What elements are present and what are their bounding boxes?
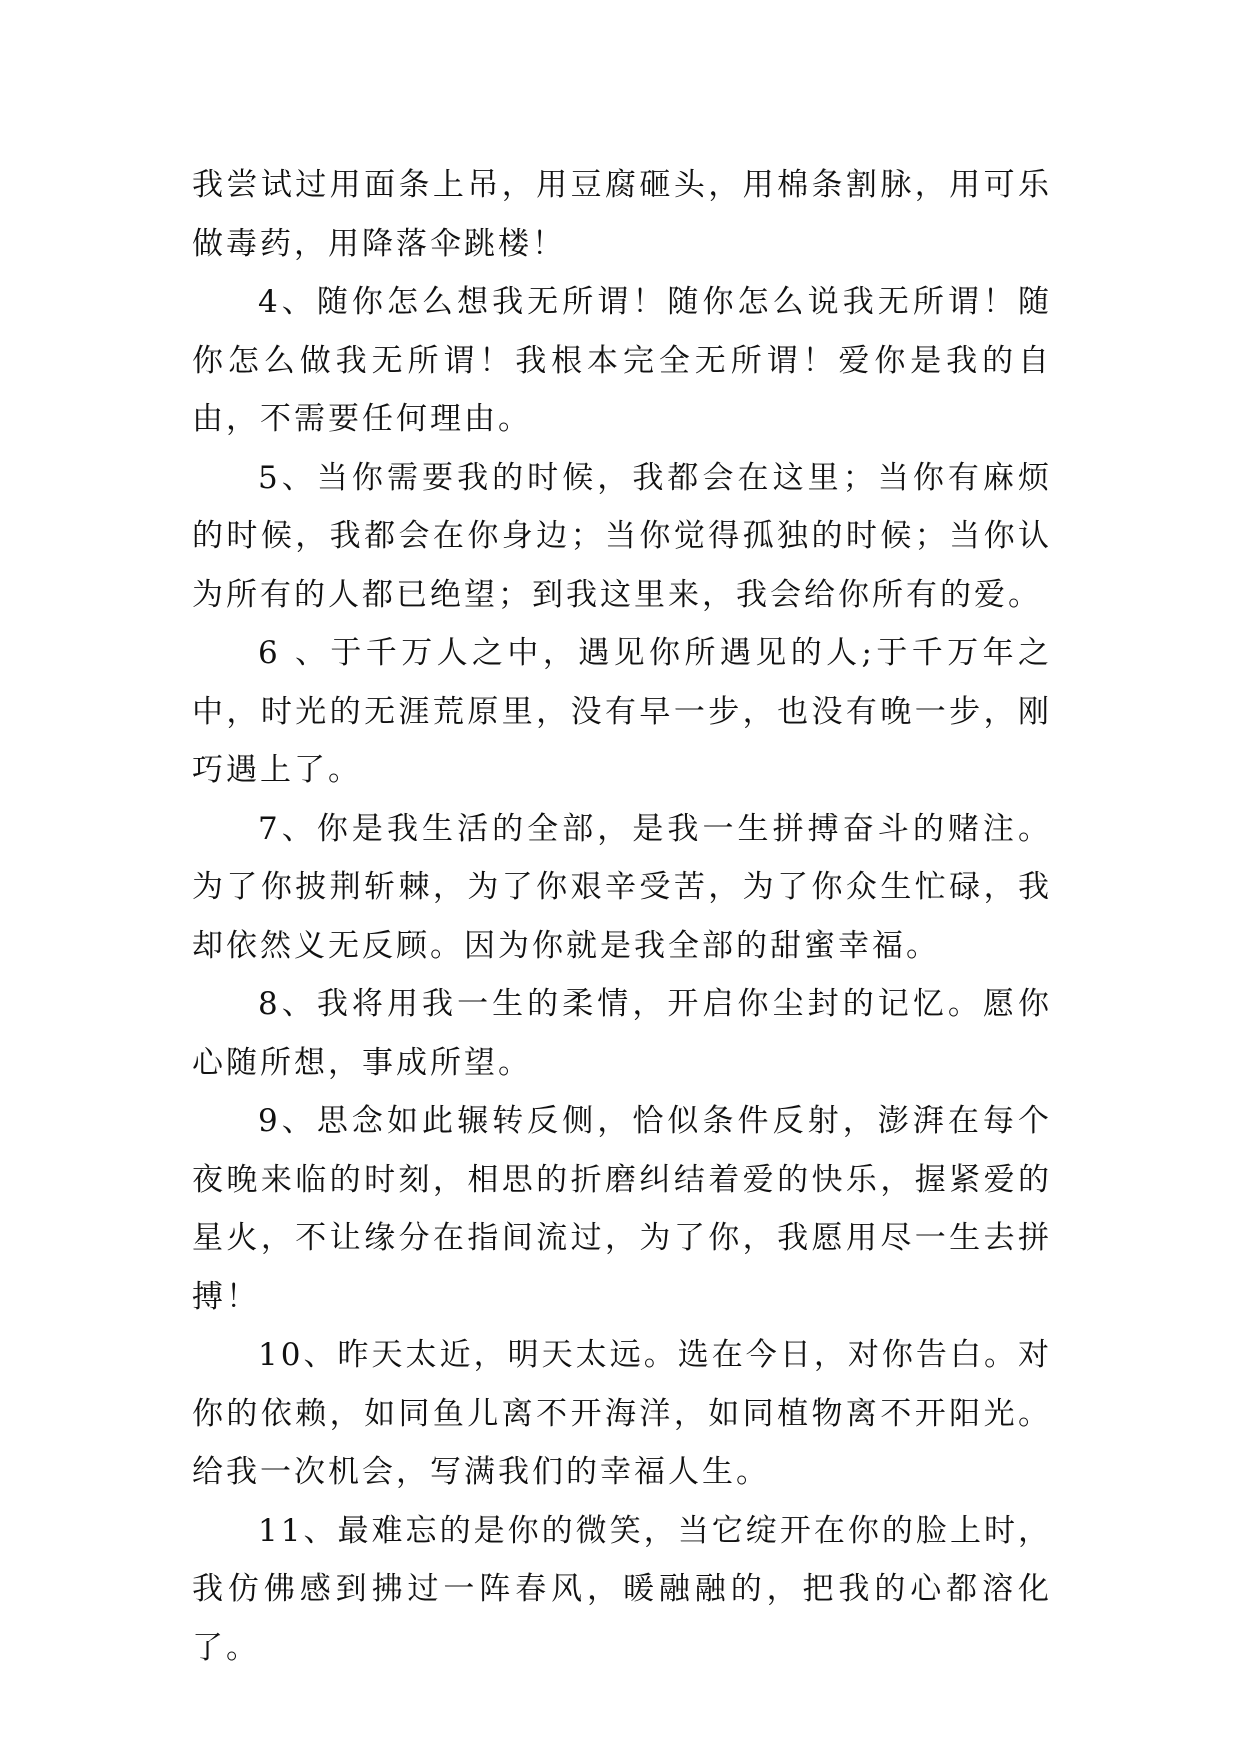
paragraph-item-6: 6 、于千万人之中，遇见你所遇见的人;于千万年之中，时光的无涯荒原里，没有早一步，也没有晚一步，刚巧遇上了。: [192, 635, 1052, 788]
paragraph-item-9: 9、思念如此辗转反侧，恰似条件反射，澎湃在每个夜晚来临的时刻，相思的折磨纠结着爱的快乐，握紧爱的星火，不让缘分在指间流过，为了你，我愿用尽一生去拼搏！: [192, 1103, 1052, 1315]
paragraph-item-5: 5、当你需要我的时候，我都会在这里；当你有麻烦的时候，我都会在你身边；当你觉得孤独的时候；当你认为所有的人都已绝望；到我这里来，我会给你所有的爱。: [192, 459, 1052, 613]
paragraph-item-10: 10、昨天太近，明天太远。选在今日，对你告白。对你的依赖，如同鱼儿离不开海洋，如同植物离不开阳光。给我一次机会，写满我们的幸福人生。: [192, 1337, 1052, 1490]
paragraph-item-4: 4、随你怎么想我无所谓！随你怎么说我无所谓！随你怎么做我无所谓！我根本完全无所谓！爱你是我的自由，不需要任何理由。: [192, 284, 1052, 437]
paragraph-item-8: 8、我将用我一生的柔情，开启你尘封的记忆。愿你心随所想，事成所望。: [192, 986, 1052, 1081]
paragraph-continuation: 我尝试过用面条上吊，用豆腐砸头，用棉条割脉，用可乐做毒药，用降落伞跳楼！: [192, 167, 1052, 262]
paragraph-item-7: 7、你是我生活的全部，是我一生拼搏奋斗的赌注。为了你披荆斩棘，为了你艰辛受苦，为了你众生忙碌，我却依然义无反顾。因为你就是我全部的甜蜜幸福。: [192, 810, 1052, 964]
document-body: [192, 156, 1052, 1677]
paragraph-item-11: 11、最难忘的是你的微笑，当它绽开在你的脸上时，我仿佛感到拂过一阵春风，暖融融的，把我的心都溶化了。: [192, 1512, 1052, 1666]
